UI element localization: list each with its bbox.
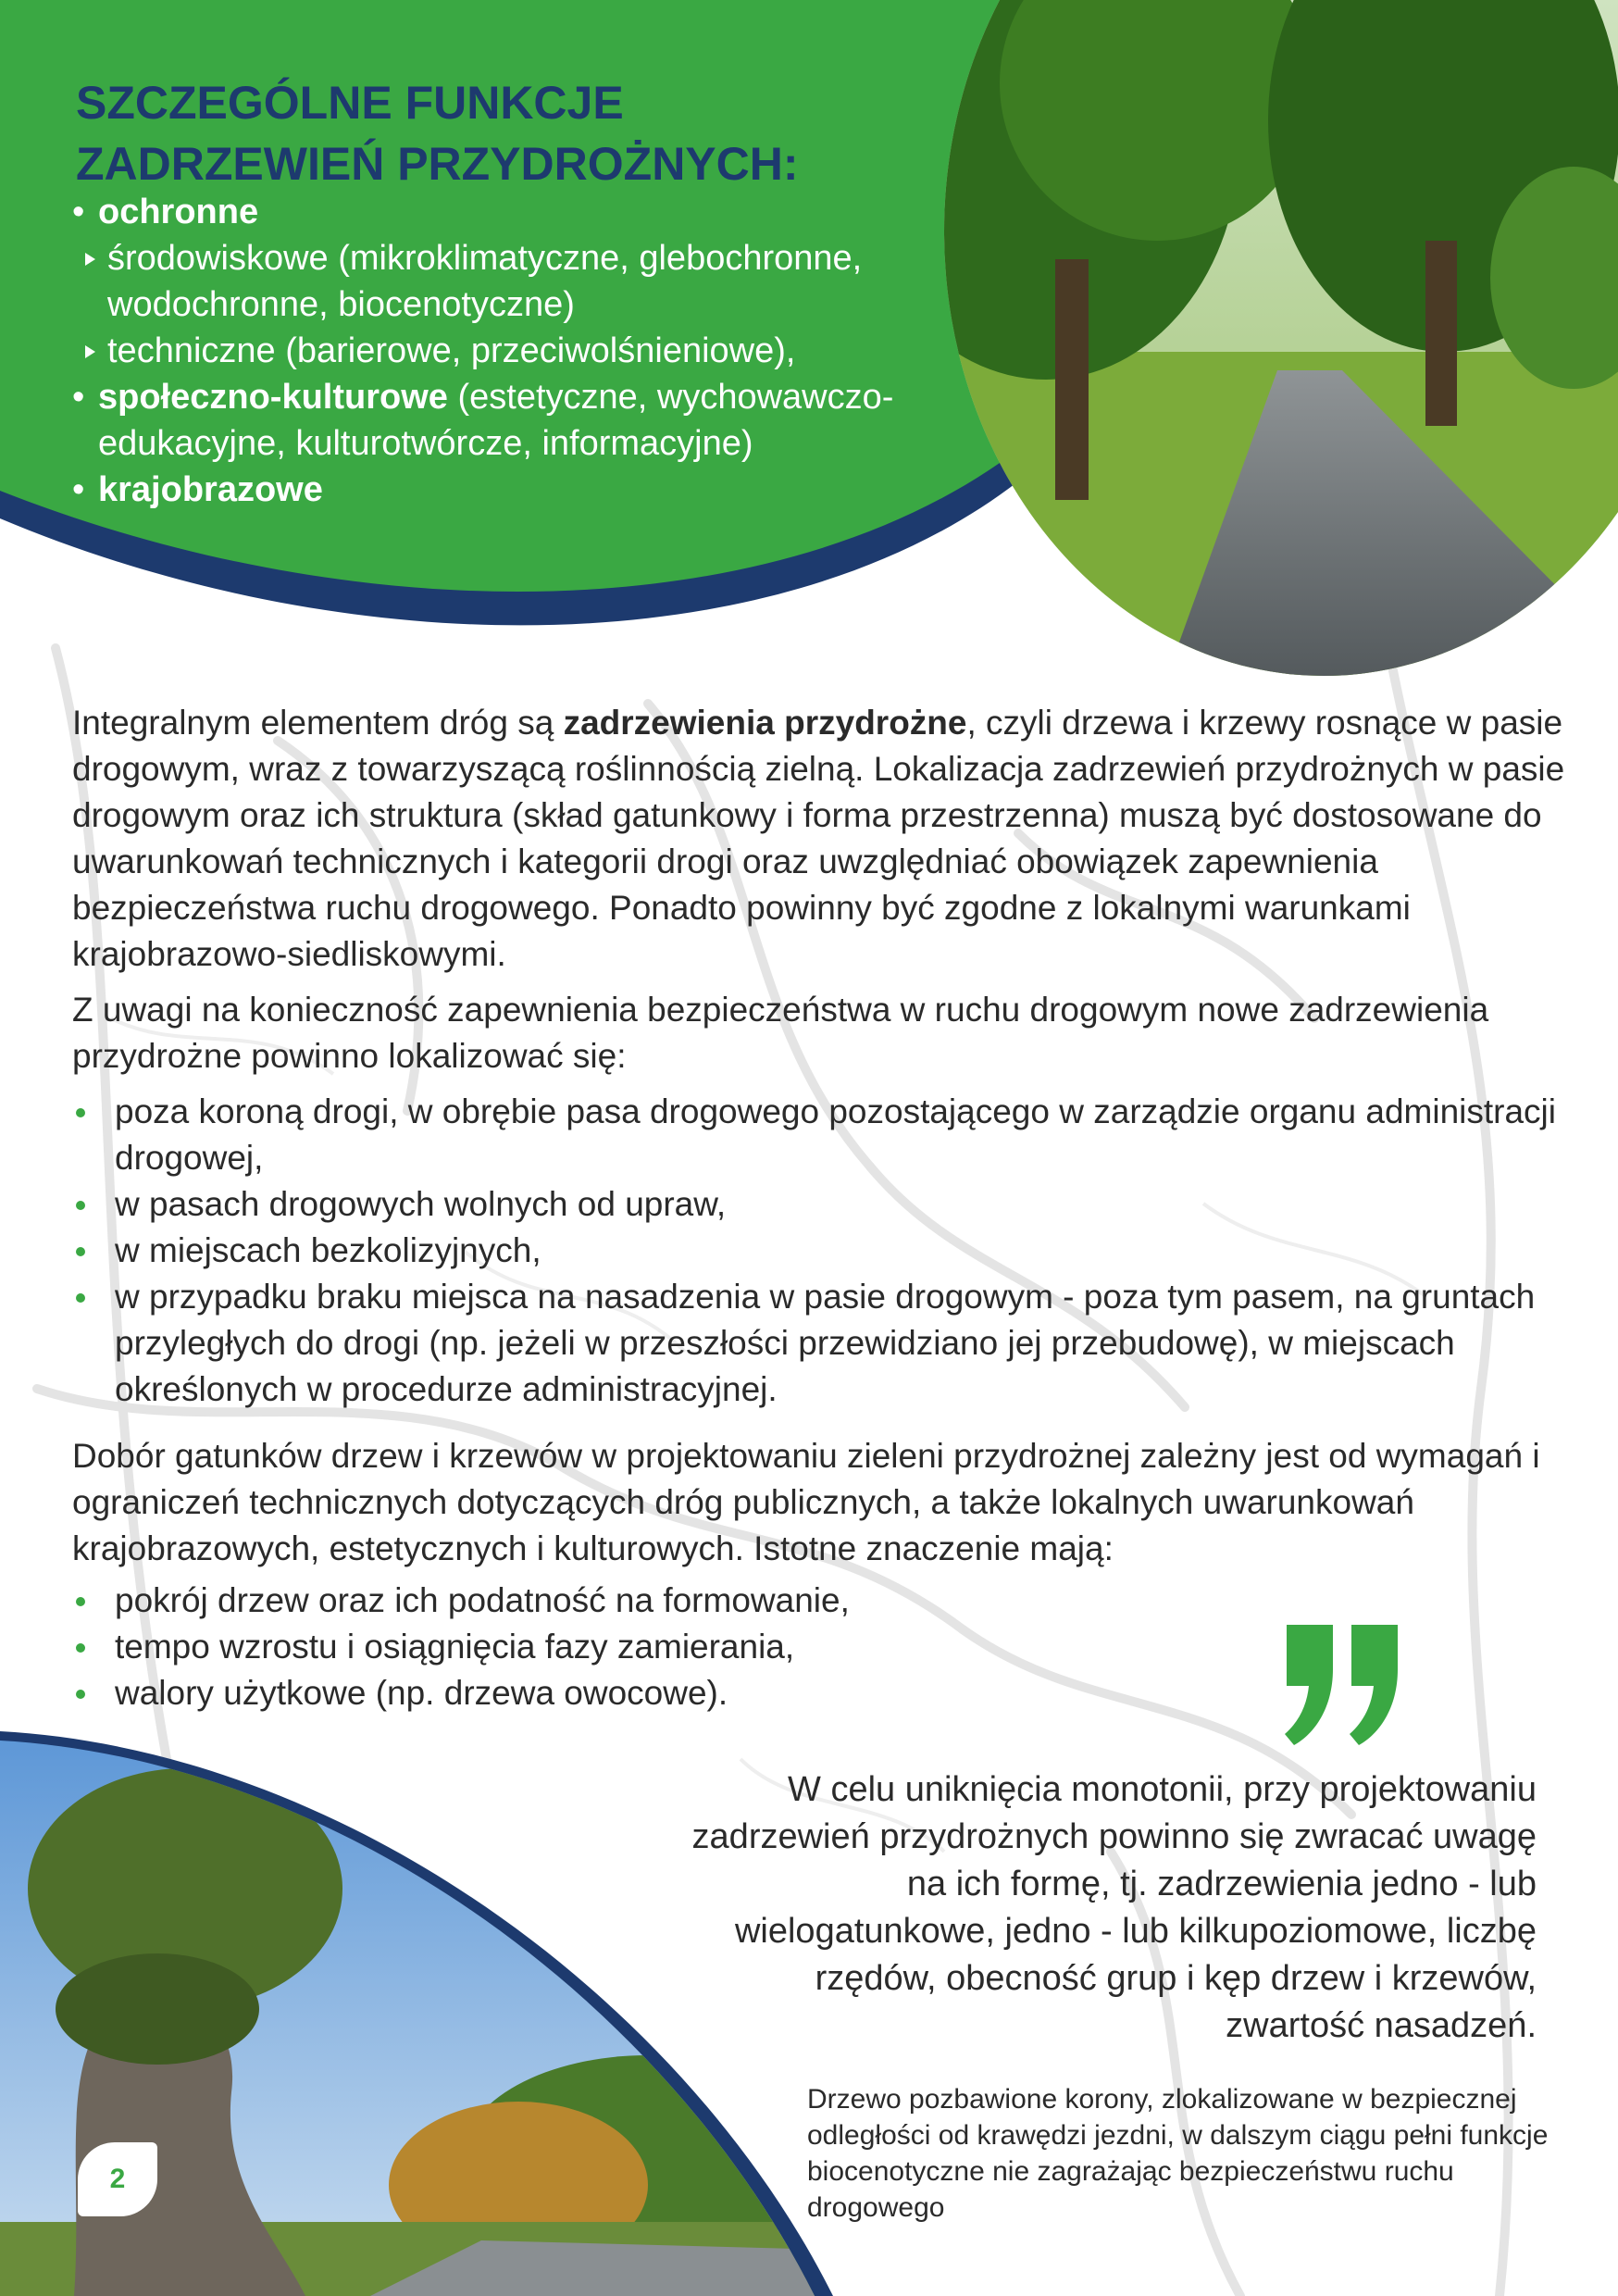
functions-list [72,189,961,513]
heading-line-2: ZADRZEWIEŃ PRZYDROŻNYCH: [76,138,799,190]
location-list [72,1089,1572,1413]
heading-line-1: SZCZEGÓLNE FUNKCJE [76,77,624,129]
location-item: w pasach drogowych wolnych od upraw, [72,1181,1572,1228]
location-intro-paragraph: Z uwagi na konieczność zapewnienia bezpieczeństwa w ruchu drogowym nowe zadrzewienia przydrożne powinno lokalizować się: [72,991,1489,1075]
road-photo [852,0,1618,704]
species-list [72,1578,998,1716]
species-item: pokrój drzew oraz ich podatność na formowanie, [72,1578,998,1624]
location-item: w miejscach bezkolizyjnych, [72,1228,1572,1274]
species-item: walory użytkowe (np. drzewa owocowe). [72,1670,998,1716]
location-item: poza koroną drogi, w obrębie pasa drogowego pozostającego w zarządzie organu administracji drogowej, [72,1089,1572,1181]
intro-paragraph: Integralnym elementem dróg są zadrzewienia przydrożne, czyli drzewa i krzewy rosnące w pasie drogowym, wraz z towarzyszącą roślinnością zielną. Lokalizacja zadrzewień przydrożnych w pasie drogowym oraz ich struktura (skład gatunkowy i forma przestrzenna) muszą być dostosowane do uwarunkowań technicznych i kategorii drogi oraz uwzględniać obowiązek zapewnienia bezpieczeństwa ruchu drogowego. Ponadto powinny być zgodne z lokalnymi warunkami krajobrazowo-siedliskowymi. [72,704,1565,973]
photo-caption: Drzewo pozbawione korony, zlokalizowane w bezpiecznej odległości od krawędzi jezdni, w dalszym ciągu pełni funkcje biocenotyczne nie zagrażając bezpieczeństwu ruchu drogowego [807,2084,1549,2223]
function-subitem-environmental: środowiskowe (mikroklimatyczne, glebochronne, wodochronne, biocenotyczne) [72,235,961,328]
quote-mark-icon [1277,1625,1407,1745]
section-heading [76,72,799,194]
function-item-landscape: • krajobrazowe [72,467,961,513]
pull-quote: W celu uniknięcia monotonii, przy projektowaniu zadrzewień przydrożnych powinno się zwracać uwagę na ich formę, tj. zadrzewienia jedno - lub wielogatunkowe, jedno - lub kilkupoziomowe, liczbę rzędów, obecność grup i kęp drzew i krzewów, zwartość nasadzeń. [691,1770,1537,2045]
species-intro-paragraph: Dobór gatunków drzew i krzewów w projektowaniu zieleni przydrożnej zależny jest od wymagań i ograniczeń technicznych dotyczących dróg publicznych, a także lokalnych uwarunkowań krajobrazowych, estetycznych i kulturowych. Istotne znaczenie mają: [72,1437,1540,1567]
function-item-protective: • ochronne [72,189,961,235]
location-item: w przypadku braku miejsca na nasadzenia w pasie drogowym - poza tym pasem, na gruntach przyległych do drogi (np. jeżeli w przeszłości przewidziano jej przebudowę), w miejscach określonych w procedurze administracyjnej. [72,1274,1572,1413]
function-subitem-technical: techniczne (barierowe, przeciwolśnieniowe), [72,328,961,374]
species-item: tempo wzrostu i osiągnięcia fazy zamierania, [72,1624,998,1670]
page-number-badge: 2 [78,2142,157,2216]
function-item-sociocultural: • społeczno-kulturowe (estetyczne, wychowawczo-edukacyjne, kulturotwórcze, informacyjne) [72,374,961,467]
